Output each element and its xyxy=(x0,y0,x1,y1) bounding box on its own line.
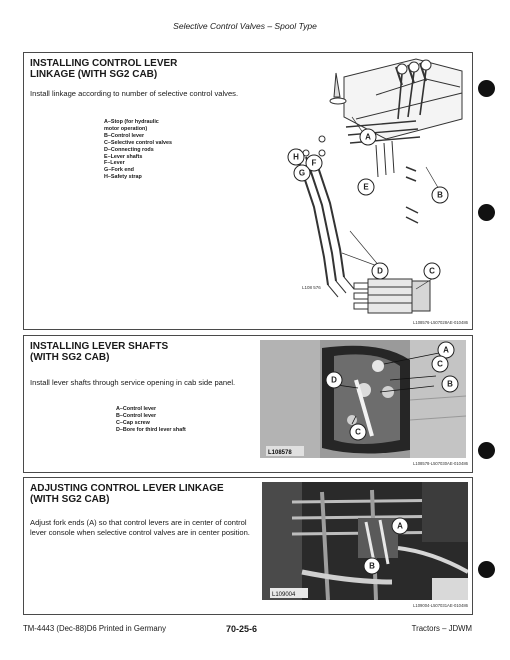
legend-item: H–Safety strap xyxy=(104,174,142,181)
linkage-line-drawing xyxy=(256,57,468,319)
legend-item: G–Fork end xyxy=(104,167,134,174)
section-title-line: LINKAGE (WITH SG2 CAB) xyxy=(30,69,158,80)
callout-label-c: C xyxy=(437,359,443,369)
section-title-line: ADJUSTING CONTROL LEVER LINKAGE xyxy=(30,483,224,494)
section-body: Install lever shafts through service opening in cab side panel. xyxy=(30,378,236,387)
section-title-line: INSTALLING LEVER SHAFTS xyxy=(30,341,169,352)
legend xyxy=(116,406,186,434)
adjustment-photo xyxy=(262,482,468,600)
callout-label-a: A xyxy=(397,521,403,531)
binder-hole xyxy=(478,561,495,578)
legend-item: B–Control lever xyxy=(104,132,145,139)
legend-item: C–Selective control valves xyxy=(104,139,173,146)
legend-item: E–Lever shafts xyxy=(104,153,143,160)
section-adjusting-control-lever-linkage xyxy=(23,477,473,615)
callout-label-b: B xyxy=(437,190,443,200)
figure-code: L108576-L507028AE-010486 xyxy=(413,320,468,325)
adjustment-photo-art xyxy=(262,482,468,600)
footer-left: TM-4443 (Dec-88)D6 Printed in Germany xyxy=(23,624,166,633)
lever-shaft-photo-art xyxy=(260,340,466,458)
callout-label-h: H xyxy=(293,152,299,162)
legend-item: A–Control lever xyxy=(116,406,157,412)
figure-label: L108578 xyxy=(268,450,292,456)
figure-label: L109004 xyxy=(272,592,296,598)
header-title: Selective Control Valves – Spool Type xyxy=(173,21,317,31)
callout-label-e: E xyxy=(363,182,369,192)
footer-right: Tractors – JDWM xyxy=(411,624,472,633)
callout-label-c: C xyxy=(429,266,435,276)
section-title-line: (WITH SG2 CAB) xyxy=(30,352,110,363)
figure-code: L109004-L507031AE-010486 xyxy=(413,603,468,608)
callout-label-c: C xyxy=(355,427,361,437)
legend-item: motor operation) xyxy=(104,125,148,132)
legend xyxy=(104,119,172,181)
lever-shaft-photo xyxy=(260,340,466,458)
legend-item: F–Lever xyxy=(104,160,125,167)
callout-label-g: G xyxy=(298,168,306,178)
callout-label-d: D xyxy=(377,266,383,276)
legend-item: B–Control lever xyxy=(116,412,157,419)
page-number: 70-25-6 xyxy=(226,624,258,634)
figure-code: L108578-L507030AE-010486 xyxy=(413,461,468,466)
linkage-diagram xyxy=(256,57,468,319)
section-installing-control-lever-linkage xyxy=(23,52,473,330)
legend-item: C–Cap screw xyxy=(116,419,150,426)
binder-hole xyxy=(478,80,495,97)
section-title-line: (WITH SG2 CAB) xyxy=(30,494,110,505)
callout-label-b: B xyxy=(447,379,453,389)
figure-label: L108 576 xyxy=(302,285,321,290)
section-body: Adjust fork ends (A) so that control levers are in center of control lever console when selective control valves are in center position. xyxy=(30,518,250,537)
section-title xyxy=(30,341,240,363)
binder-hole xyxy=(478,442,495,459)
callout-label-d: D xyxy=(331,375,337,385)
section-title xyxy=(30,483,260,505)
legend-item: A–Stop (for hydraulic xyxy=(104,119,159,125)
section-body: Install linkage according to number of selective control valves. xyxy=(30,89,239,98)
section-installing-lever-shafts xyxy=(23,335,473,473)
binder-hole xyxy=(478,204,495,221)
callout-label-a: A xyxy=(443,345,449,355)
section-title-line: INSTALLING CONTROL LEVER xyxy=(30,58,178,69)
section-title xyxy=(30,58,240,80)
legend-item: D–Connecting rods xyxy=(104,146,154,153)
legend-item: D–Bore for third lever shaft xyxy=(116,426,186,433)
callout-label-a: A xyxy=(365,132,371,142)
callout-label-b: B xyxy=(369,561,375,571)
callout-label-f: F xyxy=(311,158,317,168)
